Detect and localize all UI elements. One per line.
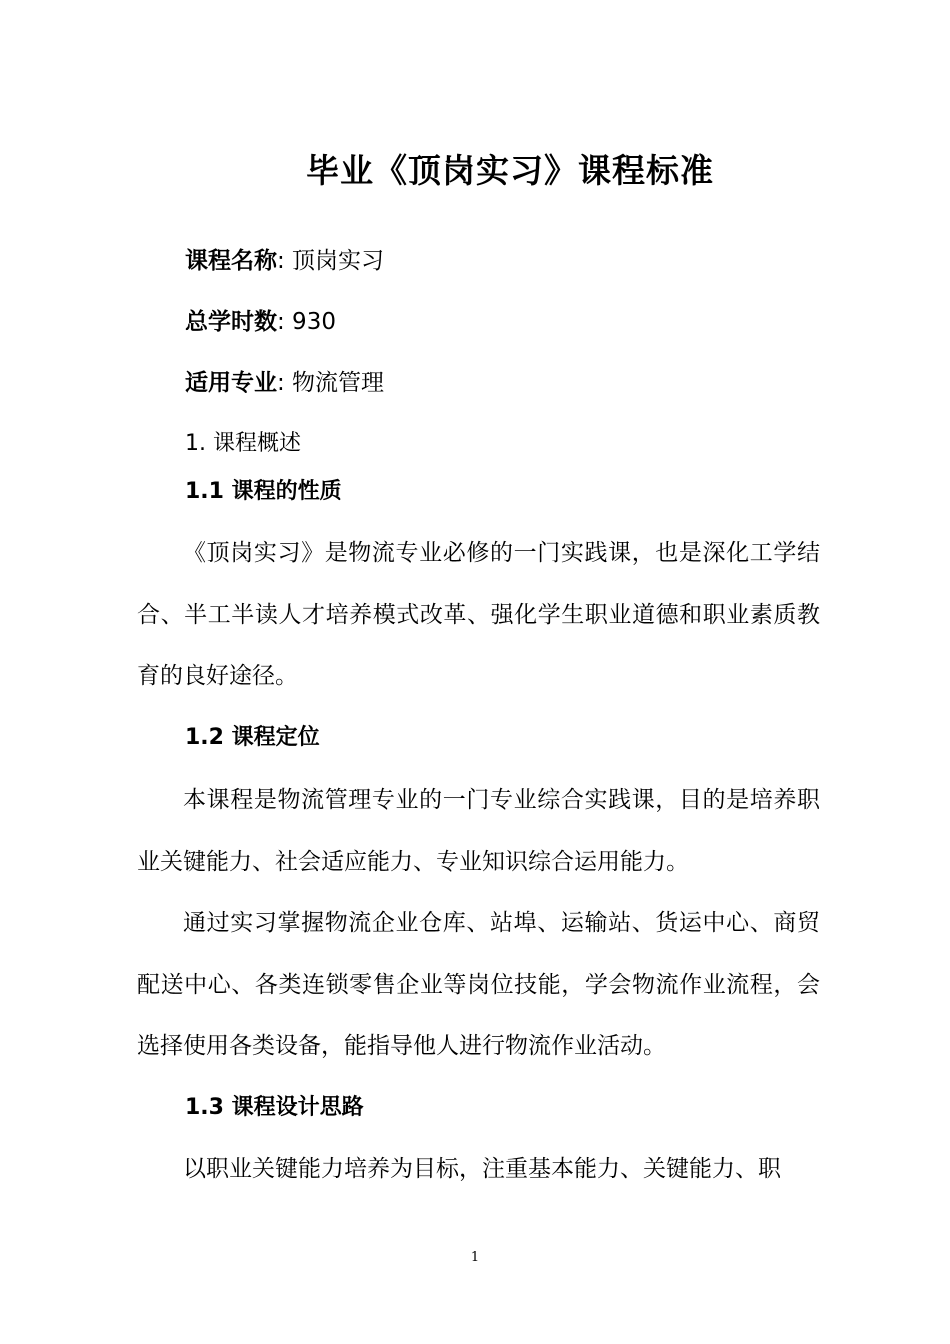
subsection-heading-positioning: 1.2 课程定位: [185, 725, 320, 750]
meta-value: 物流管理: [284, 370, 385, 396]
document-title: 毕业《顶岗实习》课程标准: [306, 151, 714, 190]
page-number: 1: [470, 1250, 480, 1265]
meta-key: 适用专业: [185, 370, 277, 396]
subsection-heading-nature: 1.1 课程的性质: [185, 479, 342, 504]
meta-key: 课程名称: [185, 248, 277, 274]
meta-value: 930: [284, 309, 336, 335]
paragraph-positioning-2: 通过实习掌握物流企业仓库、站埠、运输站、货运中心、商贸配送中心、各类连锁零售企业等岗位技能，学会物流作业流程，会选择使用各类设备，能指导他人进行物流作业活动。: [137, 910, 820, 1059]
paragraph-design: 以职业关键能力培养为目标，注重基本能力、关键能力、职: [183, 1156, 781, 1182]
section-heading-overview: 1. 课程概述: [185, 431, 301, 456]
meta-sep: :: [277, 248, 285, 274]
subsection-heading-design: 1.3 课程设计思路: [185, 1095, 364, 1120]
meta-value: 顶岗实习: [284, 248, 385, 274]
meta-key: 总学时数: [185, 309, 277, 335]
meta-total-hours: [185, 307, 336, 337]
paragraph-positioning-1: 本课程是物流管理专业的一门专业综合实践课，目的是培养职业关键能力、社会适应能力、专业知识综合运用能力。: [137, 787, 820, 875]
paragraph-nature: 《顶岗实习》是物流专业必修的一门实践课，也是深化工学结合、半工半读人才培养模式改革、强化学生职业道德和职业素质教育的良好途径。: [137, 540, 820, 689]
meta-sep: :: [277, 309, 285, 335]
meta-course-name: [185, 246, 384, 276]
meta-sep: :: [277, 370, 285, 396]
meta-applicable-major: [185, 368, 384, 398]
